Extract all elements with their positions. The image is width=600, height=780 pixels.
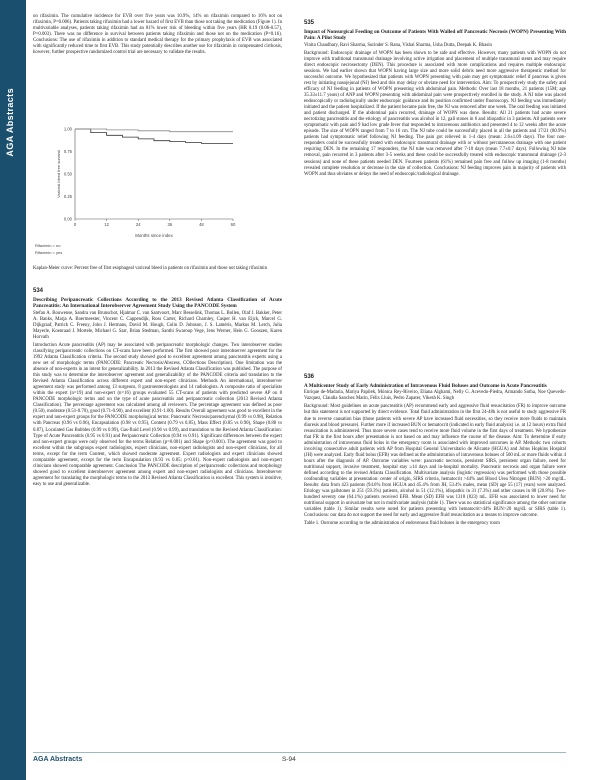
x-tick-label: 60 [230,222,236,227]
table-caption: Table 1. Outcome according to the administration of endovenous fluid boluses in the emergency room [304,521,500,527]
x-tick-label: 0 [73,222,77,227]
risk-table-row-label: Rifaximin = no [35,243,61,248]
y-tick-label: 1.00 [63,126,72,132]
x-tick-label: 48 [199,222,204,227]
abstract-title: Impact of Nonsurgical Feeding on Outcome of Patients With Walled off Pancreatic Necrosis (WOPN) Presenting With Pain: A Pilot Study [304,29,566,42]
abstract-authors: Enrique de-Madaria, Mariya Papilek, Mónica Rey-Riveiro, Eliana Alghami, Nelly G. Acevedo-Piedra, Armando Sotha, Noe Quevedo-Vazquez, Claudia Sanchez Marin, Félix Lluis, Pedro Zapater, Vikesh K. Singh [304,390,566,402]
page-number: S-94 [282,756,296,763]
footer-journal: AGA Abstracts [33,756,83,763]
abstract-authors: Stefan A. Bouwense, Sandra van Brunschot, Hjalmar C. van Santvoort, Marc Besselink, Thomas L. Bollen, Olaf J. Bakker, Peter A. Banks, Marja A. Boermeester, Vincent C. Cappendijk, Ross Carter, Richard Charnley, Casper H. van Eijck, Marcel G. Dijkgraaf, Patrick C. Freeny, John J. Hermans, David M. Hough, Colin D. Johnson, J. S. Laméris, Markus M. Lerch, Julia Mayerle, Koenraad J. Mortele, Michael G. Sarr, Brian Stedman, Santhi Swaroop Vege, Jens Werner, Hein G. Gooszen, Karen Horvath [33,310,282,340]
risk-table-row-label: Rifaximin = yes [35,250,63,255]
abstract-continued-text: on rifaximin. The cumulative incidence for EVB over five years was 10.9%, 14% on rifaximin compared to 16% not on rifaximin, P=0.006). Patients taking rifaximin had a lower hazard of first EVB than those not taking the medication (Figure 1). In multivariable analyses, patients taking rifaximin had an 81% lower risk of bleeding within five years (HR 0.19 (0.06-0.57), P=0.003). There was no difference in survival between patients taking rifaximin and those not on the medication (P=0.16). Conclusions: The use of rifaximin in addition to standard medical therapy for the primary prophylaxis of EVB was associated with significantly reduced time to first EVB. This study potentially describes another use for rifaximin in compensated cirrhosis, however, further prospective randomized control trial are necessary to validate the results. [33,14,282,56]
abstract-body: Background: Endoscopic drainage of WOPN has been shown to be safe and effective. However, many patients with WOPN do not improve with traditional transmural drainage involving active irrigation and placement of multiple transmural stents and may require direct endoscopic necrosectomy (DEN). This procedure is associated with more complications and requires multiple endoscopic sessions. We had earlier shown that WOPN having large size and more solid debris need more aggressive therapeutic method for successful outcome. We hypothesized that patients with WOPN presenting with pain may get symptomatic relief if pancreas is given rest by initiating nasojejunal (NJ) feed and this may delay or obviate need for intervention. Aim: To prospectively study the safety and efficacy of NJ feeding in patients of WOPN presenting with abdominal pain. Methods: Over last 18 months, 21 patients (15M; age 35.33±11.7 years) of ANP and WOPN presenting with abdominal pain were prospectively enrolled in the study. A NJ tube was placed endoscopically or radiologically under endoscopic guidance and its position confirmed under fluoroscopy. NJ feeding was immediately initiated and the patient hospitalized. If the patient became pain free, the NJ was removed after one week. The oral feeding was initiated and patient discharged. If the abdominal pain recurred, drainage of WOPN was done. Results: All 21 patients had acute severe necrotizing pancreatitis and the etiology of pancreatitis was alcohol in 12, gall stones in 6 and idiopathic in 3 patients. All patients were symptomatic with pain and 9 had low grade fever that responded to intravenous antibiotics and presented 4 to 12 weeks after the acute episode. The size of WOPN ranged from 7 to 16 cm. The NJ tube could be successfully placed in all the patients and 17/21 (80.9%) patients had symptomatic relief following NJ feeding. The pain got relieved in 1-4 days (mean: 2.6±1.09 days). The four non-responders could be successfully treated with endoscopic transmural drainage with or without percutaneous drainage with one patient requiring DEN. In the remaining 17 responders, the NJ tube was removed after 7-10 days (mean 7.7±0.7 days). Following NJ tube removal, pain recurred in 3 patients after 3-5 weeks and these could be successfully treated with endoscopic transmural drainage (2-3 sessions) and none of these patients needed DEN. Fourteen patients (61%) remained pain free and follow up imaging (1-8 months) revealed complete resolution or decrease in the size of collection. Conclusions: NJ feeding improves pain in majority of patients with WOPN and thus obviates or delays the need of endoscopic/radiological drainage. [304,50,566,177]
abstract-title: A Multicenter Study of Early Administration of Intravenous Fluid Boluses and Outcome in Acute Pancreatitis [304,383,547,390]
figure-caption-block [33,264,282,272]
abstract-number: 534 [33,288,44,294]
abstract-535 [304,20,566,178]
abstract-body: Background: Most guidelines on acute pancreatitis (AP) recommend early and aggressive fluid resuscitation (FR) to improve outcome but this statement is not supported by direct evidence. Total fluid administration in the first 24-48h is not useful to study aggressive FR due to reverse causation bias (those patients with severe AP have increased fluid necessities, so they receive more fluids to maintain diuresis and blood pressure). Further more if increased BUN or hematocrit (indicated in early fluid analysis) i.e. at 12 hours) extra fluid resuscitation is administered. Thus more severe cases tend to receive more fluid volume in the first days of treatment. We hypothesize that FR in the first hours after presentation is not based on and may influence the course of the disease. Aim: To determine if early administration of intravenous fluid bolus in the emergency room is associated with improved outcomes in AP. Methods: two cohorts involving consecutive adult patients with AP from Hospital General Universitario de Alicante (HGUA) and Johns Hopkins Hospital (JH) were analyzed. Early fluid bolus (EFB) was defined as the administration of intravenous boluses of 500 mL or more fluids within 4 hours after the diagnosis of AP. Outcome variables were: pancreatic necrosis, persistent SIRS, persistent organ failure, need for nutritional support, invasive treatment, hospital stay ≥14 days and in-hospital mortality. Pancreatic necrosis and organ failure were defined according to the revised Atlanta Classification. Multivariate analysis (logistic regression) was performed with those possible confounding variables at presentation: center of origin, SIRS criteria, hematocrit >44% and Blood Urea Nitrogen (BUN) >20 mg/dL. Results: data from 423 patients (94.6% from HGUA and 45.4% from JH, 53.4% males, mean (SD) age 55 (17) years) were analyzed. Etiology was gallstones in 251 (59.3%) patients, alcohol in 51 (12.1%), idiopathic in 31 (7.3%) and other causes in 88 (20.8%). Two-hundred seventy one (64.1%) patients received EFB. Mean (SD) EFB was 1318 (823) mL. EFB was associated to lower need for nutritional support in univariate but not in multivariate analysis (table 1). There was no statistical significance among the other outcome variables (table 1). Similar results were noted for patients presenting with hematocrit>44% BUN>20 mg/dL or SIRS (table 1). Conclusions: our data do not support the need for early and aggressive fluid resuscitation as a means to improve outcome. [304,404,566,519]
abstract-title: Describing Peripancreatic Collections According to the 2013 Revised Atlanta Classification of Acute Pancreatitis: An International Interobserver Agreement Study Using the PANCODE System [33,297,282,310]
abstract-536 [304,374,566,527]
x-tick-label: 24 [135,222,141,227]
y-tick-label: 0.25 [63,194,72,199]
sidebar-band [0,0,26,780]
sidebar-label: AGA Abstracts [5,88,15,157]
x-tick-label: 36 [167,222,173,227]
y-tick-label: 0.75 [63,149,72,154]
x-tick-label: 12 [104,222,109,227]
footer-rule [33,752,566,753]
y-tick-label: 0.00 [63,216,72,222]
survival-line-1 [75,129,233,132]
y-tick-label: 0.50 [63,171,72,177]
abstract-body: Introduction Acute pancreatitis (AP) may be associated with peripancreatic morphologic changes. Two interobserver studies classifying peripancreatic collections on CT-scans have been performed. The first showed poor interobserver agreement for the 1992 Atlanta Classification criteria. The second study showed good to excellent agreement among pancreatitis experts using a new set of morphologic terms (PANCODE: Pancreatic Necrosis/Abscess, COllections Description). One limitation was the absence of non-experts in an intent for generalizability. In 2013 the Revised Atlanta Classification was published. The purpose of this study was to determine the interobserver agreement and generalizability of the PANCODE criteria and translation to the Revised Atlanta Classification across different expert and non-expert clinicians. Methods An international, interobserver agreement study was performed among 13 surgeons, 8 gastroenterologists and 14 radiologists. A composite ratio of specialists within the expert (n=19) and non-expert (n=16) groups evaluated 55 CT-scans of patients with predicted severe AP on 8 PANCODE morphologic terms and on the type of acute pancreatitis and peripancreatic collection (2013 Revised Atlanta Classification). The percentage agreement was calculated among all reviewers. The percentage agreement was defined as poor (0.50), moderate (0.51-0.70), good (0.71-0.90), and excellent (0.91-1.00). Results Overall agreement was good to excellent in the expert and non-expert groups for the PANCODE morphological terms: Pancreatic Necrosis/parenchymal (0.99 vs 0.98), Relation with Pancreas (0.96 vs 0.96), Encapsulation (0.98 vs 0.95), Content (0.79 vs 0.85), Mass Effect (0.85 vs 0.90), Shape (0.88 vs 0.87), Loculated Gas Bubbles (0.99 vs 0.99), Gas-fluid Level (0.96 vs 0.99), and translation to the Revised Atlanta Classification: Type of Acute Pancreatitis (0.95 vs 0.91) and Peripancreatic Collection (0.94 vs 0.91). Significant differences between the expert and non-expert groups were only observed for the terms Relation (p=0.001) and Shape (p<0.001). The agreement was good to excellent within the subgroups expert radiologists, expert clinicians, non-expert radiologists and non-expert clinicians, for all terms, except for the term Content, which showed moderate agreement. Expert radiologists and expert clinicians showed comparable agreement, except for the term Encapsulation (0.93 vs 0.85; p<0.01). Non-expert radiologists and non-expert clinicians showed comparable agreement. Conclusion The PANCODE description of peripancreatic collections and morphology showed good to excellent interobserver agreement among expert and non-expert radiologists and clinicians. Interobserver agreement for translating the morphologic terms to the 2013 Revised Atlanta Classification is excellent. This system is intuitive, easy to use and generalizable. [33,342,282,487]
abstract-number: 535 [304,20,315,26]
y-axis-label: Variceal bleed free survival [56,150,61,198]
abstract-534 [33,288,282,488]
left-column-top [33,12,282,56]
kaplan-meier-chart [33,119,282,263]
abstract-authors: Vinita Chaudhary, Ravi Sharma, Surinder S. Rana, Vishal Sharma, Usha Dutta, Deepak K. Bhasin [304,42,492,48]
x-axis-label: Months since index [135,233,173,238]
abstract-number: 536 [304,374,315,380]
figure-caption: Kaplan-Meier curve: Percent free of first esophageal variceal bleed in patients on rifaximin and those not taking rifaximin [33,266,268,271]
